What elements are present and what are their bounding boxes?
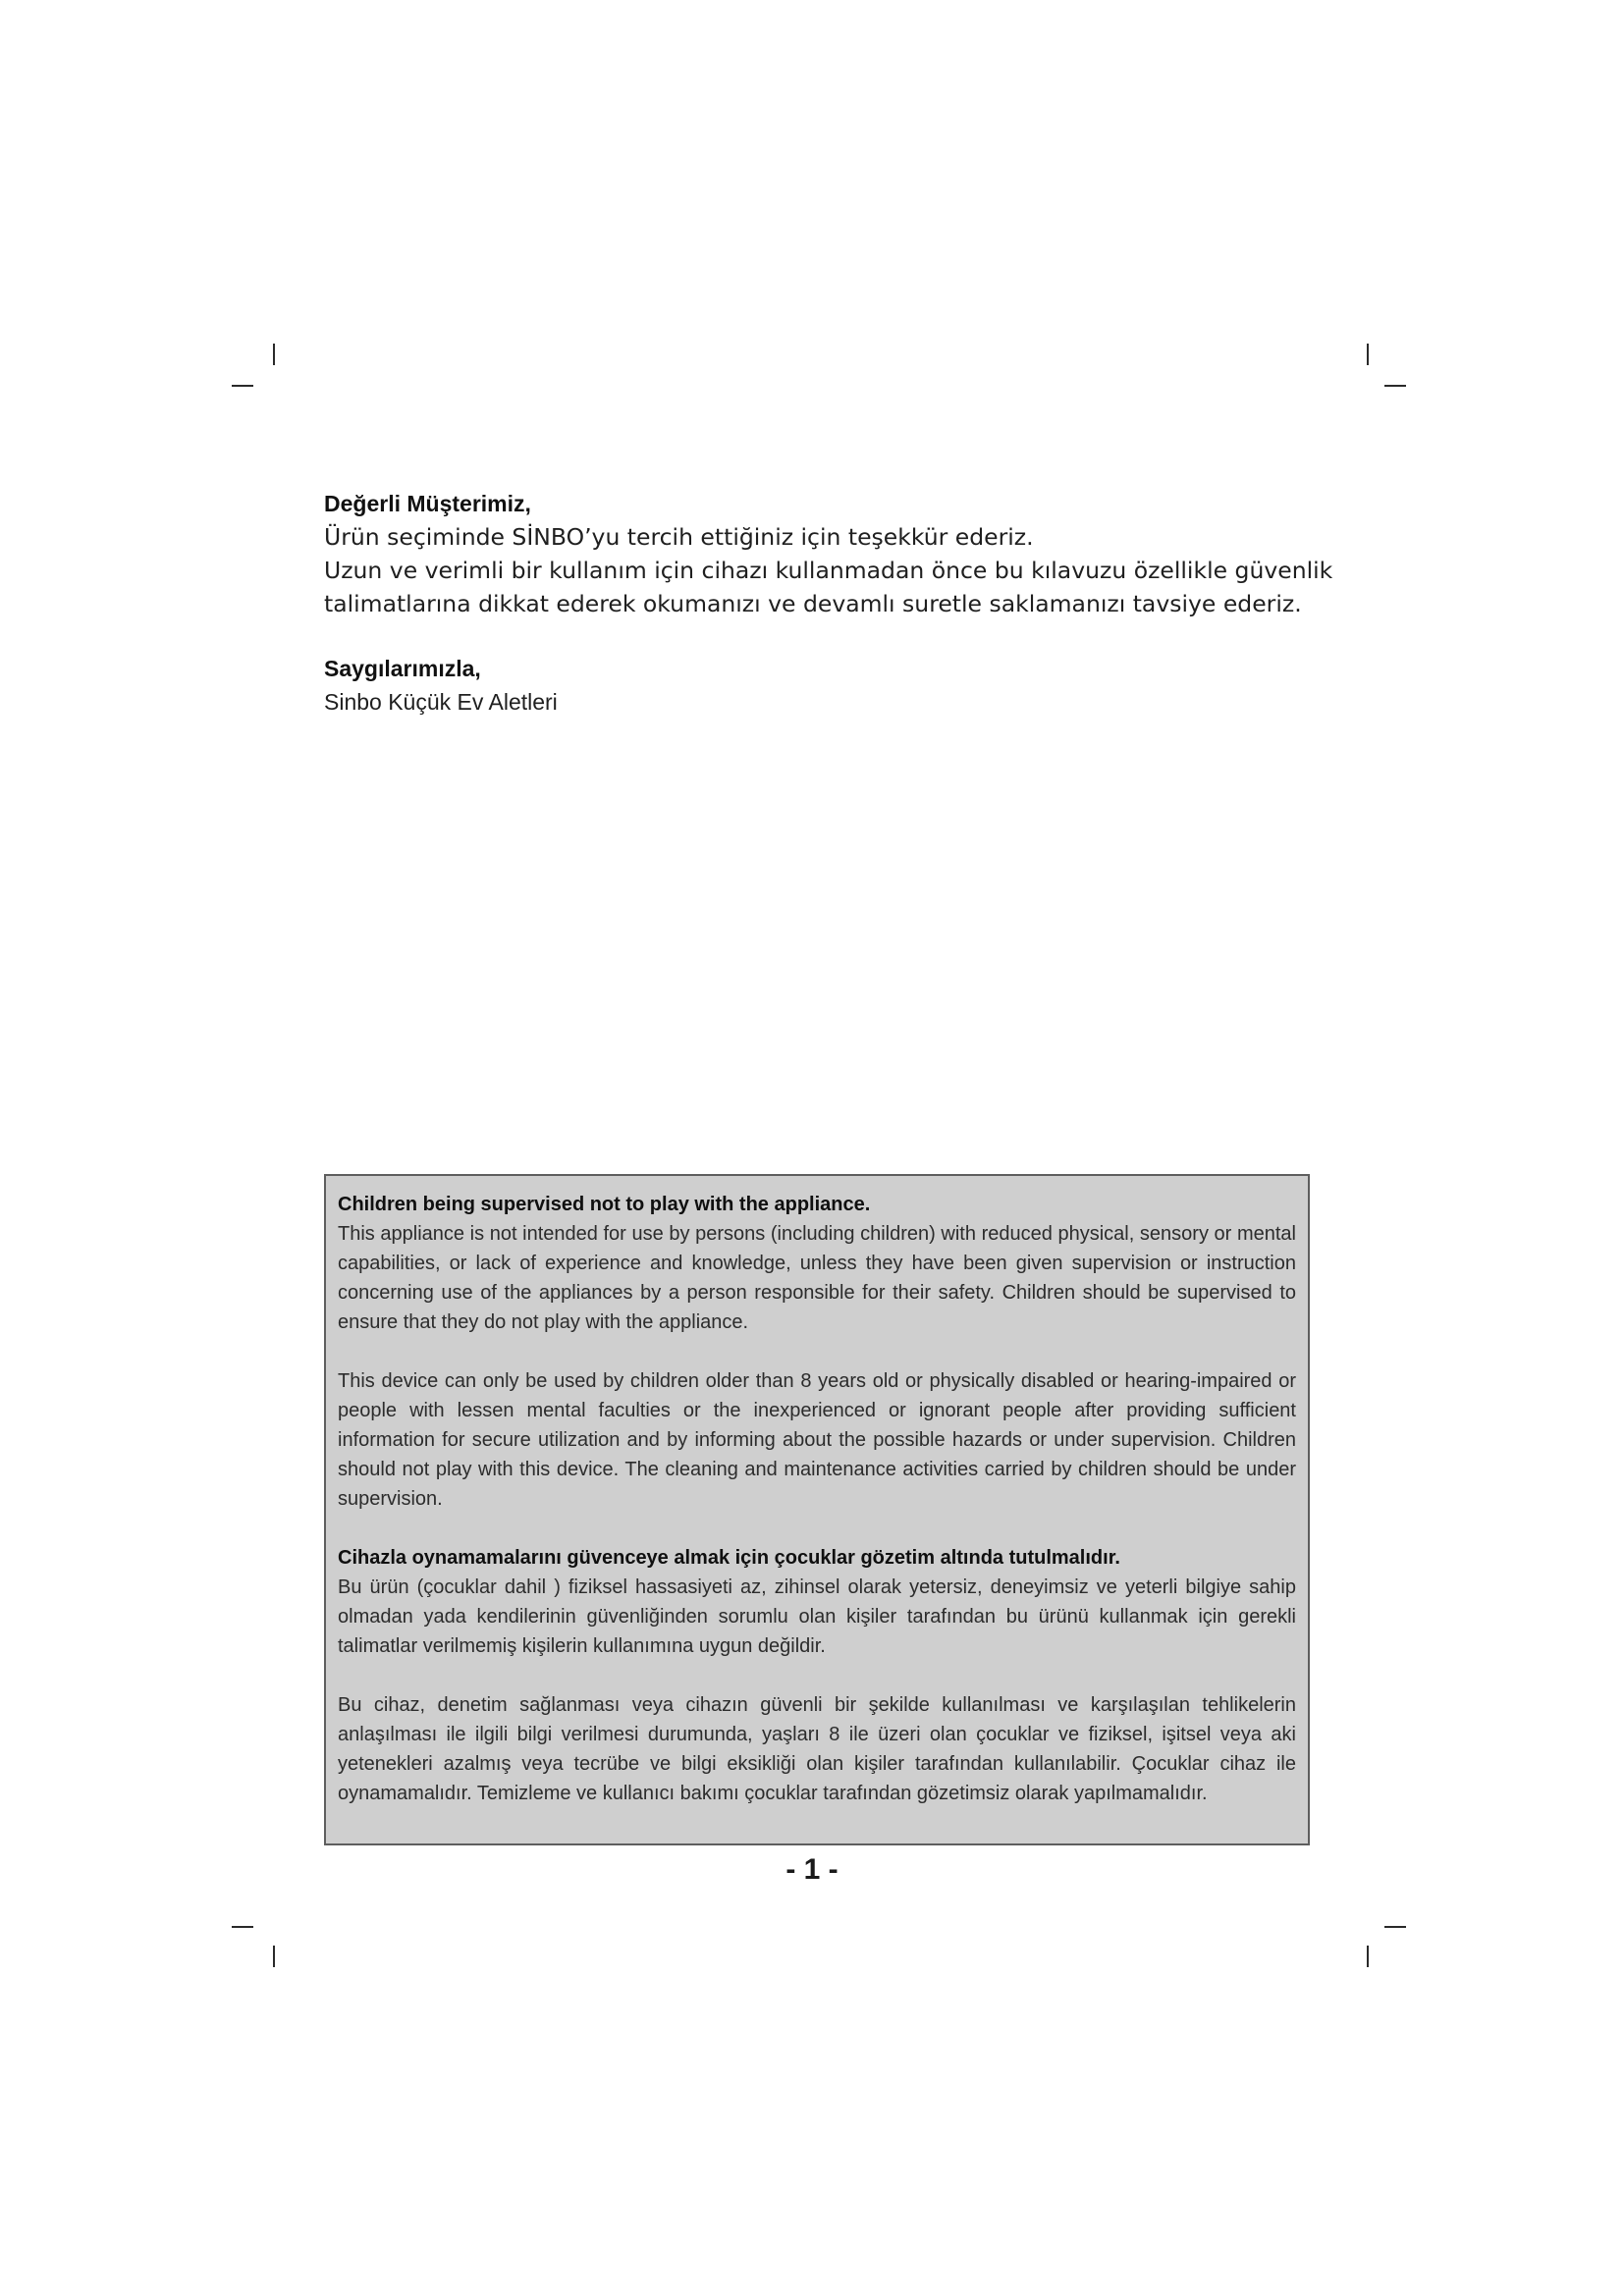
letter-signature: Sinbo Küçük Ev Aletleri xyxy=(324,689,558,715)
crop-mark-top-right-vertical xyxy=(1367,344,1369,365)
notice-paragraph-english-2: This device can only be used by children older than 8 years old or physically disabled or hearing-impaired or people with lessen mental faculties or the inexperienced or ignorant people after providing sufficient information for secure utilization and by informing about the possible hazards or under supervision. Children should not play with this device. The cleaning and maintenance activities carried by children should be under supervision. xyxy=(338,1370,1296,1510)
notice-paragraph-turkish-2: Bu cihaz, denetim sağlanması veya cihazın güvenli bir şekilde kullanılması ve karşılaşılan tehlikelerin anlaşılması ile ilgili bilgi verilmesi durumunda, yaşları 8 ile üzeri olan çocuklar ve fiziksel, işitsel veya aki yetenekleri azalmış veya tecrübe ve bilgi eksikliği olan kişiler tarafından kullanılabilir. Çocuklar cihaz ile oynamamalıdır. Temizleme ve kullanıcı bakımı çocuklar tarafından gözetimsiz olarak yapılmamalıdır. xyxy=(338,1694,1296,1804)
crop-mark-bottom-right-vertical xyxy=(1367,1946,1369,1967)
crop-mark-bottom-right-horizontal xyxy=(1384,1926,1406,1928)
crop-mark-top-right-horizontal xyxy=(1384,385,1406,387)
welcome-letter xyxy=(324,487,1333,719)
letter-line-2: Uzun ve verimli bir kullanım için cihazı kullanmadan önce bu kılavuzu özellikle güvenlik xyxy=(324,557,1333,584)
notice-spacer xyxy=(338,1337,1296,1366)
page-number: - 1 - xyxy=(785,1853,839,1886)
crop-mark-top-left-horizontal xyxy=(232,385,253,387)
letter-greeting: Değerli Müşterimiz, xyxy=(324,491,531,516)
safety-notice-box xyxy=(324,1174,1310,1845)
notice-heading-english: Children being supervised not to play with the appliance. xyxy=(338,1194,871,1215)
notice-heading-turkish: Cihazla oynamamalarını güvenceye almak için çocuklar gözetim altında tutulmalıdır. xyxy=(338,1547,1120,1569)
crop-mark-bottom-left-vertical xyxy=(273,1946,275,1967)
notice-spacer xyxy=(338,1514,1296,1543)
notice-spacer xyxy=(338,1661,1296,1690)
notice-paragraph-english-1: This appliance is not intended for use by persons (including children) with reduced physical, sensory or mental capabilities, or lack of experience and knowledge, unless they have been given supervision or instruction concerning use of the appliances by a person responsible for their safety. Children should be supervised to ensure that they do not play with the appliance. xyxy=(338,1223,1296,1333)
letter-spacer xyxy=(324,620,1316,652)
letter-closing: Saygılarımızla, xyxy=(324,656,481,681)
letter-line-1: Ürün seçiminde SİNBO’yu tercih ettiğiniz için teşekkür ederiz. xyxy=(324,523,1034,551)
letter-line-3: talimatlarına dikkat ederek okumanızı ve devamlı suretle saklamanızı tavsiye ederiz. xyxy=(324,590,1302,617)
notice-paragraph-turkish-1: Bu ürün (çocuklar dahil ) fiziksel hassasiyeti az, zihinsel olarak yetersiz, deneyimsiz ve yeterli bilgiye sahip olmadan yada kendilerinin güvenliğinden sorumlu olan kişiler tarafından bu ürünü kullanmak için gerekli talimatlar verilmemiş kişilerin kullanımına uygun değildir. xyxy=(338,1576,1296,1657)
crop-mark-top-left-vertical xyxy=(273,344,275,365)
crop-mark-bottom-left-horizontal xyxy=(232,1926,253,1928)
